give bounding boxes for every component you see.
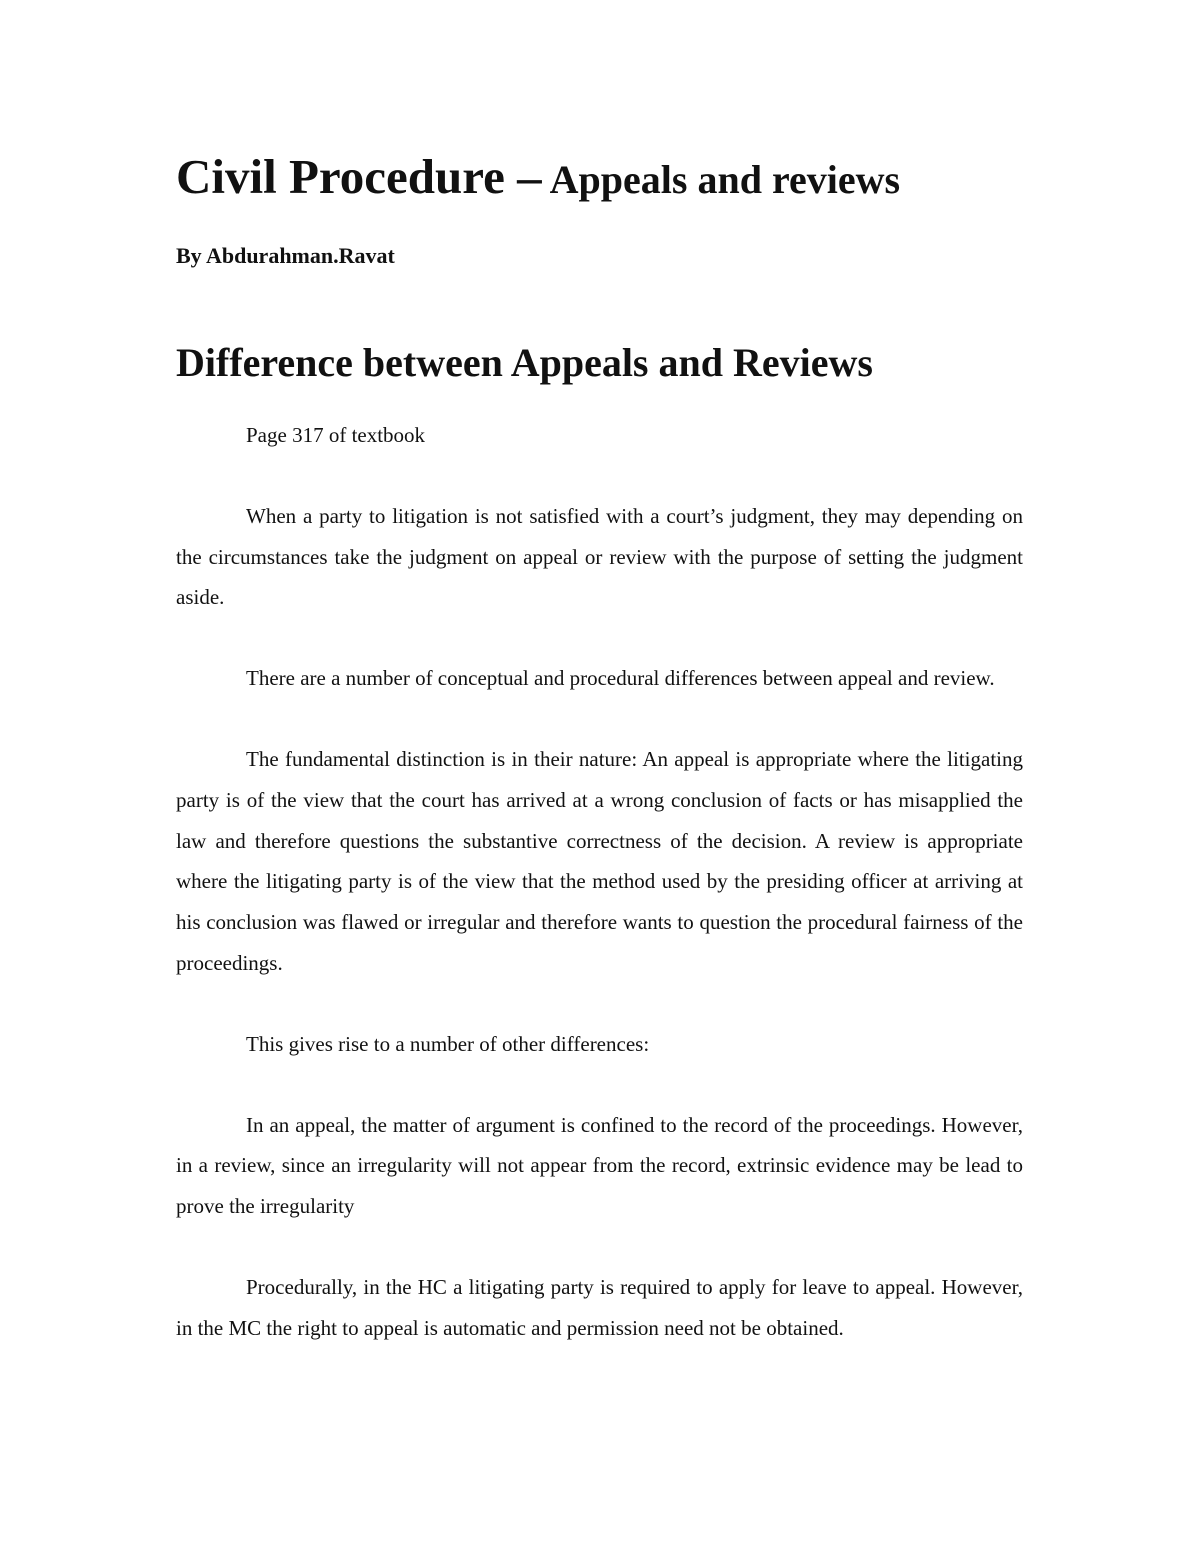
paragraph: When a party to litigation is not satisfied with a court’s judgment, they may depending on the circumstances take the judgment on appeal or review with the purpose of setting the judgment aside. <box>176 503 1023 610</box>
section-heading: Difference between Appeals and Reviews <box>176 340 873 385</box>
document-page <box>176 140 1023 1349</box>
document-title-sub: Appeals and reviews <box>549 157 901 202</box>
paragraph: In an appeal, the matter of argument is confined to the record of the proceedings. However, in a review, since an irregularity will not appear from the record, extrinsic evidence may be lead to prove the irregularity <box>176 1112 1023 1219</box>
textbook-reference: Page 317 of textbook <box>246 423 426 447</box>
paragraph: Procedurally, in the HC a litigating party is required to apply for leave to appeal. However, in the MC the right to appeal is automatic and permission need not be obtained. <box>176 1274 1023 1340</box>
paragraph: The fundamental distinction is in their nature: An appeal is appropriate where the litigating party is of the view that the court has arrived at a wrong conclusion of facts or has misapplied the law and therefore questions the substantive correctness of the decision. A review is appropriate where the litigating party is of the view that the method used by the presiding officer at arriving at his conclusion was flawed or irregular and therefore wants to question the procedural fairness of the proceedings. <box>176 746 1023 975</box>
document-title <box>176 140 1023 219</box>
paragraph: This gives rise to a number of other differences: <box>246 1031 650 1056</box>
paragraph: There are a number of conceptual and procedural differences between appeal and review. <box>246 666 995 691</box>
author-line: By Abdurahman.Ravat <box>176 243 395 268</box>
document-title-main: Civil Procedure – <box>176 149 542 204</box>
